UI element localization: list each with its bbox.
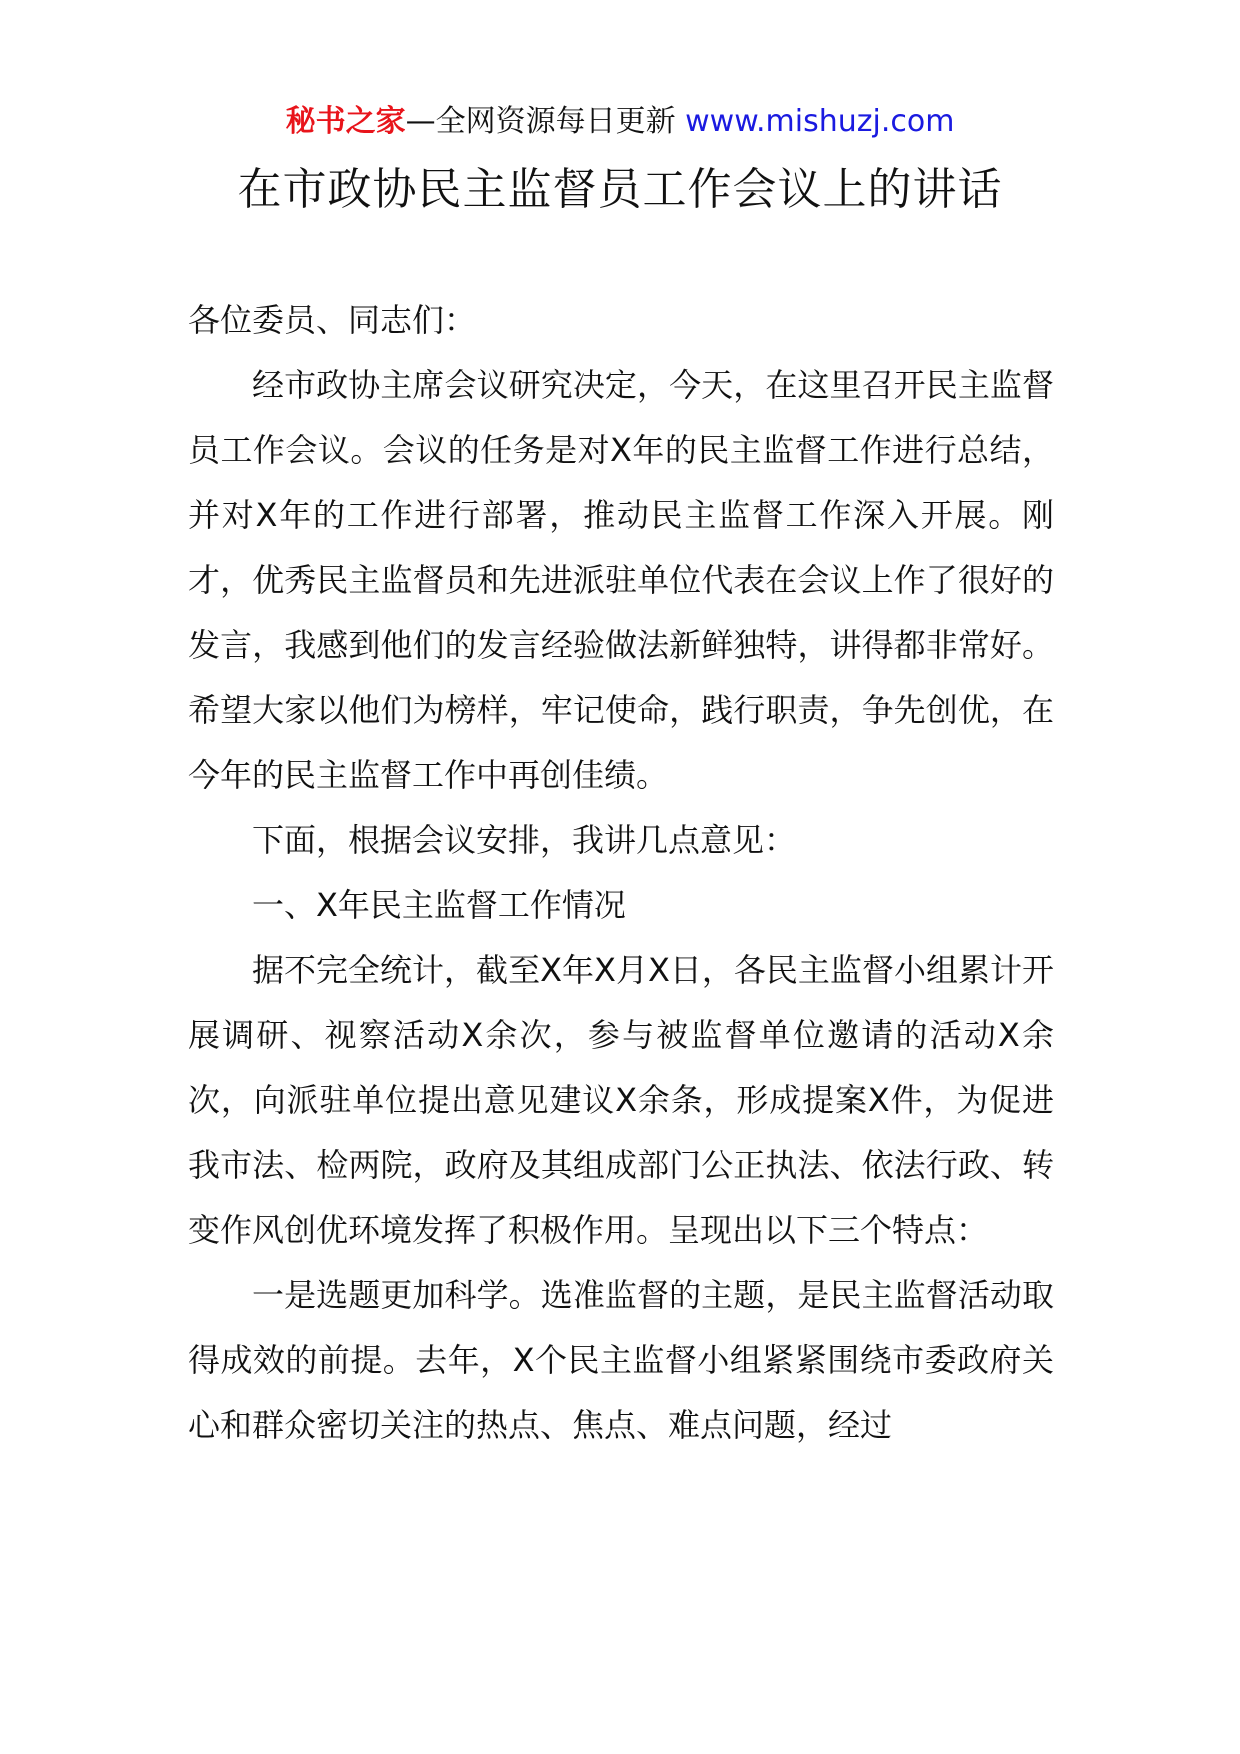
website-link[interactable]: www.mishuzj.com bbox=[685, 104, 955, 139]
paragraph-statistics: 据不完全统计，截至X年X月X日，各民主监督小组累计开展调研、视察活动X余次，参与被监督单位邀请的活动X余次，向派驻单位提出意见建议X余条，形成提案X件，为促进我市法、检两院，政府及其组成部门公正执法、依法行政、转变作风创优环境发挥了积极作用。呈现出以下三个特点： bbox=[188, 951, 1054, 1249]
header-slogan: —全网资源每日更新 bbox=[405, 104, 686, 139]
brand-name: 秘书之家 bbox=[285, 104, 406, 139]
paragraph-feature-one: 一是选题更加科学。选准监督的主题，是民主监督活动取得成效的前提。去年，X个民主监督小组紧紧围绕市委政府关心和群众密切关注的热点、焦点、难点问题，经过 bbox=[188, 1276, 1054, 1444]
document-title: 在市政协民主监督员工作会议上的讲话 bbox=[237, 164, 1003, 215]
section-heading: 一、X年民主监督工作情况 bbox=[252, 886, 626, 924]
header-banner bbox=[0, 100, 1240, 144]
salutation: 各位委员、同志们： bbox=[188, 301, 477, 339]
paragraph-agenda: 下面，根据会议安排，我讲几点意见： bbox=[252, 821, 797, 859]
paragraph-intro: 经市政协主席会议研究决定，今天，在这里召开民主监督员工作会议。会议的任务是对X年的民主监督工作进行总结，并对X年的工作进行部署，推动民主监督工作深入开展。刚才，优秀民主监督员和先进派驻单位代表在会议上作了很好的发言，我感到他们的发言经验做法新鲜独特，讲得都非常好。希望大家以他们为榜样，牢记使命，践行职责，争先创优，在今年的民主监督工作中再创佳绩。 bbox=[188, 366, 1054, 794]
document-body bbox=[188, 288, 1054, 1458]
